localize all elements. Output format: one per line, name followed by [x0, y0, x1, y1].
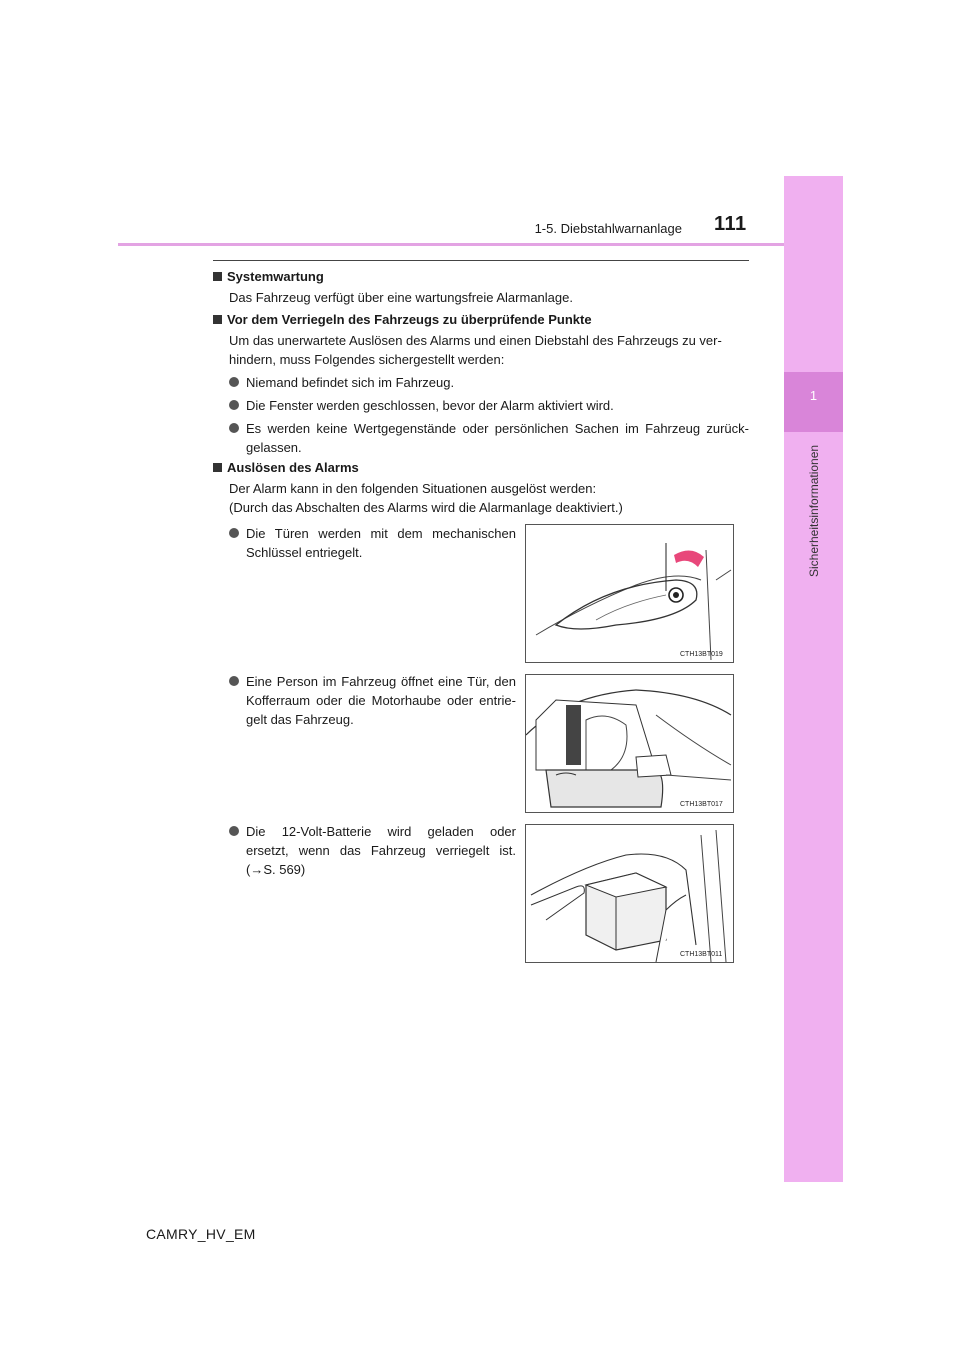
figure-caption: CTH13BT019: [680, 651, 723, 658]
bullet-dot-icon: [229, 377, 239, 387]
header-line: [118, 243, 784, 246]
list-item: Die Fenster werden geschlossen, bevor der Alarm aktiviert wird.: [229, 396, 766, 415]
bullet-dot-icon: [229, 826, 239, 836]
section-title: 1-5. Diebstahlwarnanlage: [534, 221, 682, 236]
square-bullet-icon: [213, 315, 222, 324]
bullet-dot-icon: [229, 528, 239, 538]
bullet-dot-icon: [229, 400, 239, 410]
document-code: CAMRY_HV_EM: [146, 1226, 256, 1242]
heading-systemwartung: Systemwartung: [213, 269, 324, 284]
list-item: Die Türen werden mit dem mechanischen Schlüssel entriegelt.: [229, 524, 516, 562]
paragraph: Um das unerwartete Auslösen des Alarms und einen Diebstahl des Fahrzeugs zu ver- hindern, muss Folgendes sichergestellt werden:: [229, 333, 722, 367]
figure-caption: CTH13BT011: [680, 951, 723, 958]
paragraph: Das Fahrzeug verfügt über eine wartungsfreie Alarmanlage.: [229, 290, 573, 305]
figure-door-handle: [525, 524, 734, 663]
chapter-label: Sicherheitsinformationen: [807, 444, 821, 578]
list-item: Die 12-Volt-Batterie wird geladen oder ersetzt, wenn das Fahrzeug verriegelt ist. (→S. 569): [229, 822, 516, 879]
page-number: 111: [714, 213, 747, 235]
battery-illustration: [526, 825, 733, 962]
square-bullet-icon: [213, 463, 222, 472]
heading-pruefpunkte: Vor dem Verriegeln des Fahrzeugs zu überprüfende Punkte: [213, 312, 592, 327]
bullet-dot-icon: [229, 423, 239, 433]
heading-ausloesen: Auslösen des Alarms: [213, 460, 359, 475]
list-item: Es werden keine Wertgegenstände oder persönlichen Sachen im Fahrzeug zurück- gelassen.: [229, 419, 749, 457]
figure-caption: CTH13BT017: [680, 801, 723, 808]
figure-person-in-car: [525, 674, 734, 813]
content-top-rule: [213, 260, 749, 261]
paragraph: Der Alarm kann in den folgenden Situationen ausgelöst werden: (Durch das Abschalten des Alarms wird die Alarmanlage deaktiviert.): [229, 481, 623, 515]
figure-battery: [525, 824, 734, 963]
list-item: Niemand befindet sich im Fahrzeug.: [229, 373, 766, 392]
chapter-number: 1: [809, 388, 818, 403]
bullet-dot-icon: [229, 676, 239, 686]
door-handle-illustration: [526, 525, 733, 662]
car-interior-illustration: [526, 675, 733, 812]
square-bullet-icon: [213, 272, 222, 281]
list-item: Eine Person im Fahrzeug öffnet eine Tür, den Kofferraum oder die Motorhaube oder entrie- gelt das Fahrzeug.: [229, 672, 516, 729]
chapter-side-tab: [784, 176, 843, 1182]
